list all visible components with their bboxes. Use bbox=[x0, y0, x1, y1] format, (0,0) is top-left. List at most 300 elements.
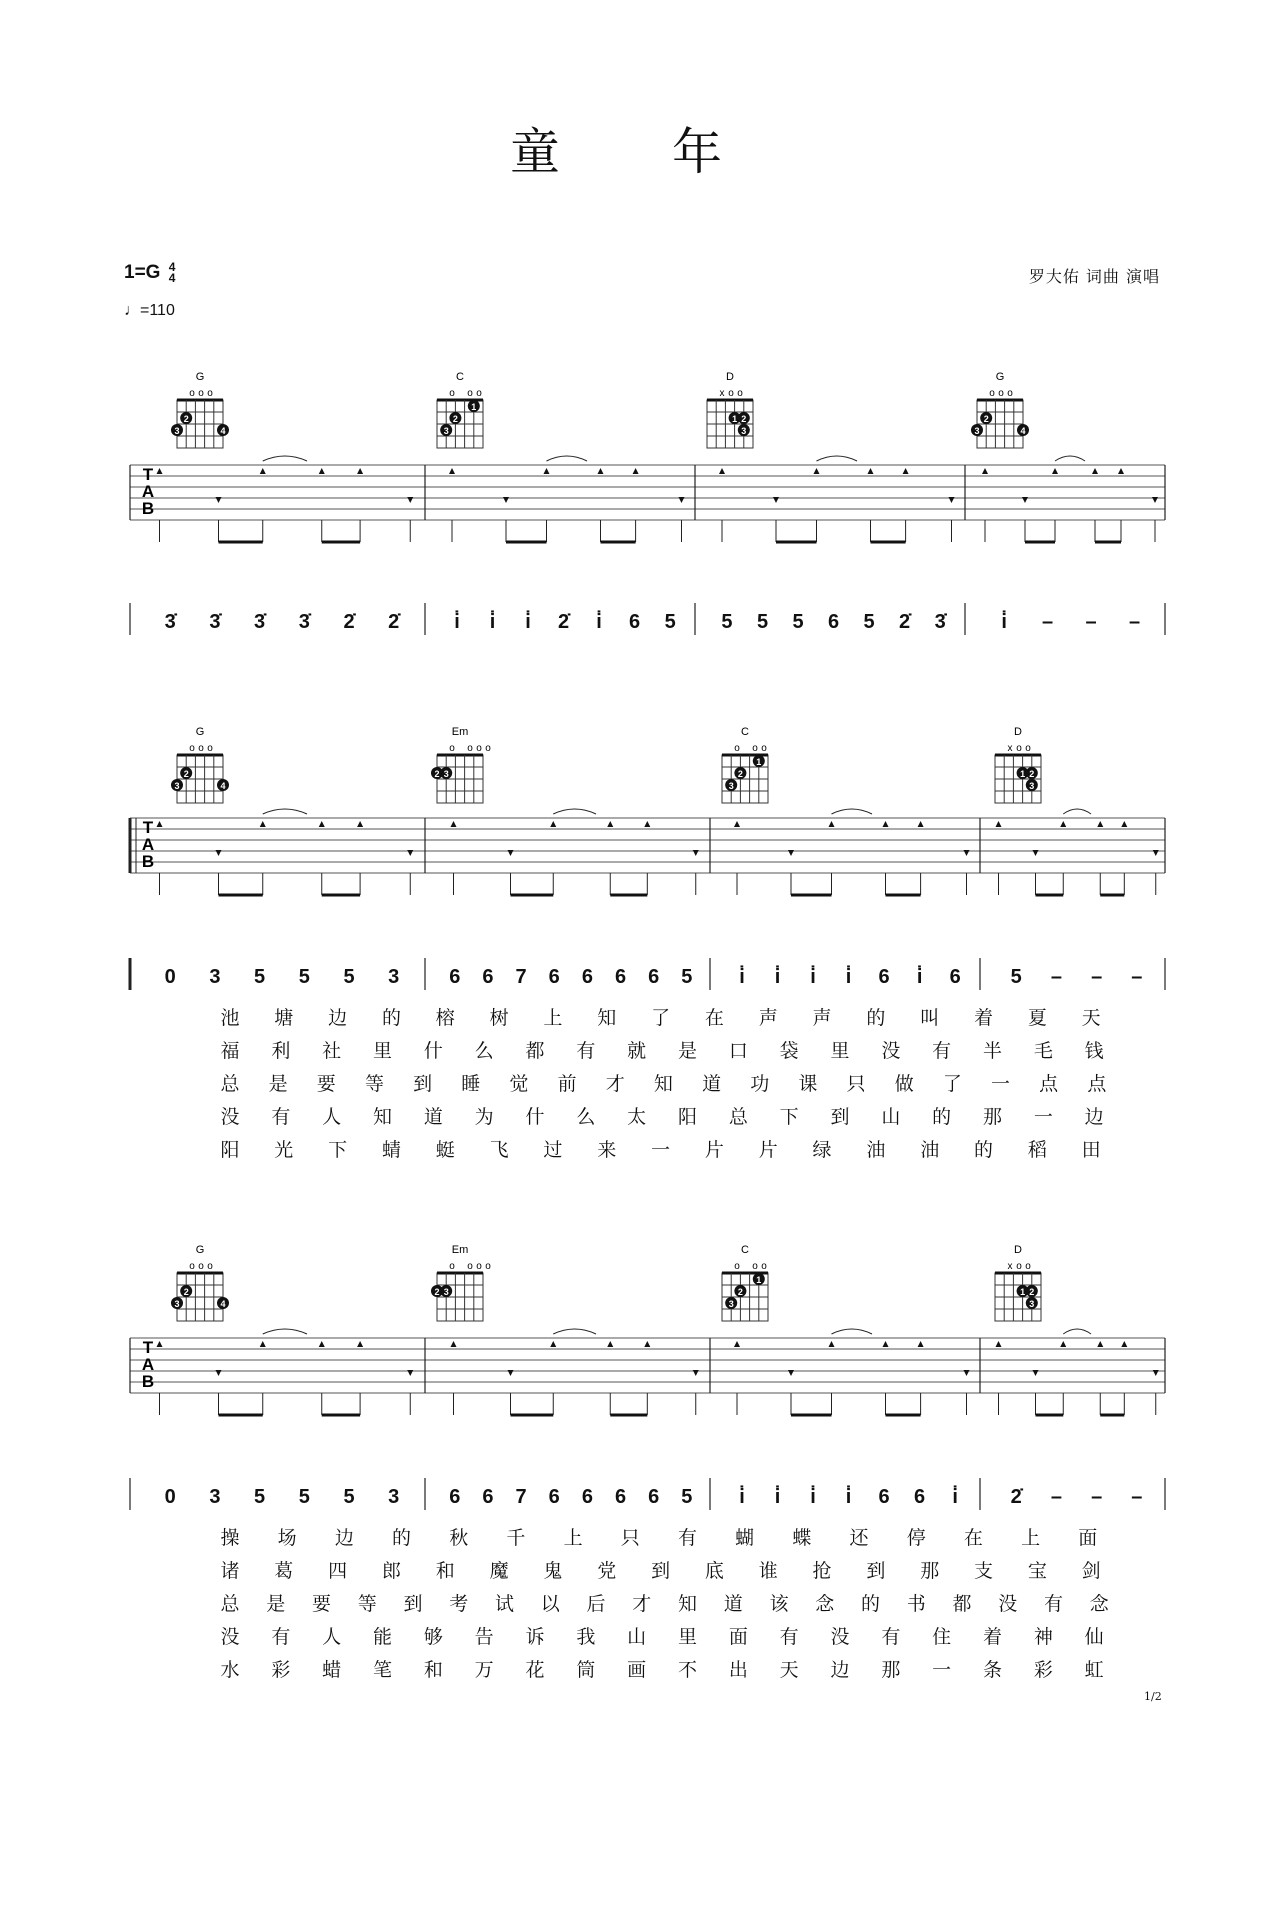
lyric-char: 人 bbox=[322, 1106, 342, 1128]
finger-number: 1 bbox=[1020, 1287, 1026, 1297]
lyric-char: 功 bbox=[750, 1073, 770, 1095]
lyric-char: 底 bbox=[704, 1560, 724, 1582]
lyric-char: 有 bbox=[271, 1626, 291, 1648]
finger-number: 2 bbox=[983, 414, 989, 424]
jianpu-note: 6 bbox=[449, 1486, 461, 1508]
strum-arrow bbox=[1153, 1370, 1159, 1376]
finger-number: 2 bbox=[452, 414, 458, 424]
lyric-char: 边 bbox=[1084, 1106, 1104, 1128]
finger-number: 3 bbox=[174, 781, 180, 791]
strum-arrow bbox=[508, 850, 514, 856]
muted-string-icon: x bbox=[1007, 743, 1013, 754]
strum-arrow bbox=[814, 468, 820, 474]
strum-arrow bbox=[693, 850, 699, 856]
strum-arrow bbox=[550, 1341, 556, 1347]
tab-letter: B bbox=[141, 1372, 155, 1391]
tie-arc bbox=[263, 456, 307, 461]
open-string-icon: o bbox=[1016, 1261, 1022, 1272]
lyric-char: 到 bbox=[413, 1073, 433, 1095]
lyric-char: 操 bbox=[220, 1527, 240, 1549]
lyric-char: 天 bbox=[1081, 1007, 1101, 1029]
time-signature: 4 4 bbox=[168, 260, 176, 285]
finger-number: 2 bbox=[737, 769, 743, 779]
lyric-char: 袋 bbox=[779, 1040, 799, 1062]
open-string-icon: o bbox=[728, 388, 734, 399]
jianpu-note: 2̇ bbox=[899, 611, 911, 633]
tab-letter: A bbox=[141, 1355, 155, 1374]
lyric-char: 的 bbox=[932, 1106, 952, 1128]
jianpu-note: i̇ bbox=[810, 1486, 816, 1508]
key-label: 1=G bbox=[124, 262, 161, 284]
finger-number: 1 bbox=[471, 402, 477, 412]
lyric-char: 没 bbox=[220, 1106, 240, 1128]
strum-arrow bbox=[734, 821, 740, 827]
lyric-char: 有 bbox=[881, 1626, 901, 1648]
lyric-char: 条 bbox=[982, 1659, 1003, 1681]
open-string-icon: o bbox=[189, 388, 195, 399]
jianpu-note: i̇ bbox=[739, 1486, 745, 1508]
strum-arrow bbox=[407, 497, 413, 503]
jianpu-note: 6 bbox=[914, 1486, 926, 1508]
lyric-char: 口 bbox=[728, 1040, 748, 1062]
lyric-char: 知 bbox=[653, 1073, 673, 1095]
lyric-char: 剑 bbox=[1081, 1560, 1101, 1582]
open-string-icon: o bbox=[1016, 743, 1022, 754]
open-string-icon: o bbox=[198, 743, 204, 754]
lyric-char: 声 bbox=[758, 1007, 778, 1029]
finger-number: 3 bbox=[174, 426, 180, 436]
jianpu-note: 2̇ bbox=[557, 611, 570, 633]
open-string-icon: o bbox=[761, 1261, 767, 1272]
jianpu-note: 5 bbox=[1010, 966, 1022, 988]
lyric-char: 才 bbox=[605, 1073, 625, 1095]
strum-arrow bbox=[1097, 1341, 1103, 1347]
jianpu-note: i̇ bbox=[739, 966, 745, 988]
strum-arrow bbox=[451, 1341, 457, 1347]
jianpu-note: 5 bbox=[298, 966, 310, 988]
strum-arrow bbox=[319, 468, 325, 474]
lyric-char: 上 bbox=[563, 1527, 583, 1549]
strum-arrow bbox=[1060, 1341, 1066, 1347]
strum-arrow bbox=[1097, 821, 1103, 827]
lyric-char: 就 bbox=[627, 1040, 647, 1062]
lyric-char: 一 bbox=[1033, 1106, 1053, 1128]
strum-arrow bbox=[1052, 468, 1058, 474]
lyric-char: 能 bbox=[372, 1626, 393, 1648]
lyric-char: 夏 bbox=[1027, 1007, 1047, 1029]
jianpu-note: 5 bbox=[681, 966, 693, 988]
strum-arrow bbox=[1121, 1341, 1127, 1347]
strum-arrow bbox=[260, 468, 266, 474]
tie-arc bbox=[553, 1329, 596, 1334]
finger-number: 1 bbox=[756, 1275, 762, 1285]
lyric-char: 福 bbox=[220, 1040, 240, 1062]
lyric-char: 树 bbox=[489, 1007, 509, 1029]
lyric-char: 边 bbox=[830, 1659, 850, 1681]
strum-arrow bbox=[1033, 850, 1039, 856]
tab-letter: T bbox=[142, 818, 154, 837]
strum-arrow bbox=[949, 497, 955, 503]
lyric-char: 什 bbox=[525, 1106, 545, 1128]
chord-name: D bbox=[726, 371, 734, 383]
lyric-char: 稻 bbox=[1027, 1139, 1047, 1161]
strum-arrow bbox=[357, 468, 363, 474]
strum-arrow bbox=[996, 1341, 1002, 1347]
jianpu-note: – bbox=[1131, 1486, 1143, 1508]
lyric-char: 蜓 bbox=[435, 1139, 455, 1161]
jianpu-note: 5 bbox=[792, 611, 804, 633]
tie-arc bbox=[832, 809, 873, 814]
strum-arrow bbox=[216, 497, 222, 503]
open-string-icon: o bbox=[737, 388, 743, 399]
open-string-icon: o bbox=[485, 743, 491, 754]
lyric-char: 油 bbox=[866, 1139, 886, 1161]
jianpu-note: 6 bbox=[482, 1486, 494, 1508]
lyric-char: 抢 bbox=[812, 1560, 832, 1582]
tab-letter: T bbox=[142, 1338, 154, 1357]
lyric-char: 做 bbox=[894, 1073, 914, 1095]
page-number: 1/2 bbox=[1144, 1690, 1162, 1703]
strum-arrow bbox=[644, 1341, 650, 1347]
lyric-char: 下 bbox=[779, 1106, 799, 1128]
lyric-char: 仙 bbox=[1084, 1626, 1104, 1648]
lyric-char: 一 bbox=[651, 1139, 671, 1161]
tab-letter: T bbox=[142, 465, 154, 484]
lyric-char: 知 bbox=[597, 1007, 617, 1029]
strum-arrow bbox=[633, 468, 639, 474]
jianpu-note: 3 bbox=[209, 966, 221, 988]
jianpu-note: i̇ bbox=[525, 611, 531, 633]
jianpu-note: 3 bbox=[209, 1486, 221, 1508]
chord-name: D bbox=[1014, 726, 1022, 738]
lyric-char: 我 bbox=[576, 1626, 596, 1648]
tie-arc bbox=[263, 1329, 307, 1334]
strum-arrow bbox=[319, 1341, 325, 1347]
finger-number: 3 bbox=[443, 1287, 449, 1297]
jianpu-note: 6 bbox=[548, 966, 560, 988]
lyric-char: 榕 bbox=[435, 1007, 455, 1029]
open-string-icon: o bbox=[198, 1261, 204, 1272]
jianpu-note: 0 bbox=[164, 1486, 176, 1508]
finger-number: 1 bbox=[756, 757, 762, 767]
tie-arc bbox=[817, 456, 858, 461]
finger-number: 4 bbox=[220, 426, 226, 436]
lyric-char: 叫 bbox=[920, 1007, 940, 1029]
strum-arrow bbox=[964, 1370, 970, 1376]
jianpu-note: i̇ bbox=[489, 611, 496, 633]
tie-arc bbox=[832, 1329, 873, 1334]
lyric-char: 知 bbox=[372, 1106, 393, 1128]
lyric-char: 油 bbox=[920, 1139, 940, 1161]
lyric-char: 着 bbox=[974, 1007, 994, 1029]
strum-arrow bbox=[1022, 497, 1028, 503]
jianpu-note: – bbox=[1042, 611, 1054, 633]
finger-number: 4 bbox=[220, 1299, 226, 1309]
strum-arrow bbox=[644, 821, 650, 827]
lyric-char: 等 bbox=[357, 1593, 377, 1615]
lyric-char: 一 bbox=[991, 1073, 1011, 1095]
finger-number: 3 bbox=[443, 426, 449, 436]
lyric-char: 诉 bbox=[525, 1626, 545, 1648]
lyric-char: 光 bbox=[274, 1139, 294, 1161]
lyric-char: 才 bbox=[632, 1593, 652, 1615]
finger-number: 3 bbox=[1029, 781, 1035, 791]
finger-number: 2 bbox=[741, 414, 747, 424]
jianpu-note: i̇ bbox=[810, 966, 816, 988]
strum-arrow bbox=[918, 821, 924, 827]
jianpu-note: i̇ bbox=[845, 1486, 852, 1508]
finger-number: 4 bbox=[1020, 426, 1026, 436]
lyric-char: 要 bbox=[311, 1593, 332, 1615]
strum-arrow bbox=[982, 468, 988, 474]
lyric-char: 蝴 bbox=[735, 1527, 755, 1549]
jianpu-note: i̇ bbox=[952, 1486, 958, 1508]
lyric-char: 到 bbox=[651, 1560, 671, 1582]
finger-number: 4 bbox=[220, 781, 226, 791]
open-string-icon: o bbox=[467, 388, 473, 399]
jianpu-note: i̇ bbox=[774, 1486, 781, 1508]
lyric-char: 是 bbox=[677, 1040, 698, 1062]
chord-name: G bbox=[195, 371, 205, 383]
lyric-char: 那 bbox=[920, 1560, 940, 1582]
tab-letter: B bbox=[141, 852, 155, 871]
lyric-char: 半 bbox=[982, 1040, 1003, 1062]
open-string-icon: o bbox=[761, 743, 767, 754]
finger-number: 2 bbox=[1029, 769, 1035, 779]
finger-number: 3 bbox=[728, 1299, 734, 1309]
lyric-char: 魔 bbox=[489, 1560, 509, 1582]
lyric-char: 没 bbox=[998, 1593, 1018, 1615]
chord-name: C bbox=[741, 726, 749, 738]
jianpu-note: 5 bbox=[343, 1486, 355, 1508]
lyric-char: 利 bbox=[271, 1040, 291, 1062]
lyric-char: 睡 bbox=[461, 1073, 481, 1095]
open-string-icon: o bbox=[734, 743, 740, 754]
finger-number: 3 bbox=[1029, 1299, 1035, 1309]
lyric-char: 总 bbox=[220, 1593, 240, 1615]
strum-arrow bbox=[598, 468, 604, 474]
lyric-char: 道 bbox=[723, 1593, 743, 1615]
lyric-char: 总 bbox=[728, 1106, 748, 1128]
jianpu-note: 6 bbox=[878, 1486, 890, 1508]
strum-arrow bbox=[216, 1370, 222, 1376]
lyric-char: 的 bbox=[381, 1007, 401, 1029]
strum-arrow bbox=[451, 821, 457, 827]
lyric-char: 蜡 bbox=[322, 1659, 342, 1681]
lyric-char: 彩 bbox=[1033, 1659, 1053, 1681]
lyric-char: 绿 bbox=[812, 1139, 832, 1161]
lyric-char: 总 bbox=[220, 1073, 240, 1095]
lyric-char: 念 bbox=[1089, 1593, 1109, 1615]
lyric-char: 课 bbox=[798, 1073, 818, 1095]
lyric-char: 没 bbox=[220, 1626, 240, 1648]
lyric-char: 蝶 bbox=[792, 1527, 812, 1549]
lyric-char: 人 bbox=[322, 1626, 342, 1648]
lyric-char: 彩 bbox=[271, 1659, 291, 1681]
open-string-icon: o bbox=[1025, 1261, 1031, 1272]
jianpu-note: 6 bbox=[581, 966, 593, 988]
tempo-value: =110 bbox=[140, 302, 175, 319]
jianpu-note: 5 bbox=[254, 1486, 266, 1508]
lyric-char: 么 bbox=[474, 1040, 494, 1062]
finger-number: 2 bbox=[1029, 1287, 1035, 1297]
open-string-icon: o bbox=[1007, 388, 1013, 399]
lyric-char: 飞 bbox=[489, 1139, 509, 1161]
jianpu-note: – bbox=[1085, 611, 1097, 633]
lyric-char: 了 bbox=[942, 1073, 962, 1095]
open-string-icon: o bbox=[752, 1261, 758, 1272]
jianpu-note: – bbox=[1091, 1486, 1103, 1508]
lyric-char: 四 bbox=[328, 1560, 348, 1582]
strum-arrow bbox=[544, 468, 550, 474]
jianpu-note: 6 bbox=[827, 611, 840, 633]
chord-name: G bbox=[195, 1244, 205, 1256]
lyric-char: 里 bbox=[677, 1626, 698, 1648]
credit-line: 罗大佑 词曲 演唱 bbox=[1028, 267, 1160, 286]
jianpu-note: 6 bbox=[878, 966, 890, 988]
strum-arrow bbox=[788, 1370, 794, 1376]
strum-arrow bbox=[903, 468, 909, 474]
strum-arrow bbox=[157, 468, 163, 474]
strum-arrow bbox=[679, 497, 685, 503]
tab-letter: B bbox=[141, 499, 155, 518]
lyric-char: 天 bbox=[779, 1659, 799, 1681]
lyric-char: 虹 bbox=[1084, 1659, 1104, 1681]
jianpu-note: 5 bbox=[681, 1486, 693, 1508]
chord-name: Em bbox=[451, 726, 469, 738]
lyric-char: 万 bbox=[474, 1659, 494, 1681]
open-string-icon: o bbox=[189, 743, 195, 754]
jianpu-note: 5 bbox=[254, 966, 266, 988]
strum-arrow bbox=[829, 821, 835, 827]
lyric-char: 么 bbox=[576, 1106, 596, 1128]
quarter-note-icon: ♩ bbox=[124, 302, 140, 319]
lyric-char: 党 bbox=[597, 1560, 617, 1582]
lyric-char: 蜻 bbox=[381, 1139, 401, 1161]
jianpu-note: 3̇ bbox=[164, 611, 176, 633]
lyric-char: 山 bbox=[881, 1106, 901, 1128]
strum-arrow bbox=[157, 821, 163, 827]
lyric-char: 还 bbox=[849, 1527, 869, 1549]
lyric-char: 上 bbox=[1021, 1527, 1041, 1549]
lyric-char: 告 bbox=[474, 1626, 494, 1648]
chord-name: G bbox=[995, 371, 1005, 383]
lyric-char: 那 bbox=[982, 1106, 1003, 1128]
lyric-char: 有 bbox=[779, 1626, 799, 1648]
lyric-char: 道 bbox=[423, 1106, 443, 1128]
tie-arc bbox=[1063, 1329, 1091, 1334]
lyric-char: 后 bbox=[586, 1593, 606, 1615]
jianpu-note: – bbox=[1131, 966, 1143, 988]
muted-string-icon: x bbox=[1007, 1261, 1013, 1272]
lyric-char: 片 bbox=[758, 1139, 778, 1161]
finger-number: 3 bbox=[974, 426, 980, 436]
open-string-icon: o bbox=[1025, 743, 1031, 754]
lyric-char: 到 bbox=[866, 1560, 886, 1582]
jianpu-note: 5 bbox=[343, 966, 355, 988]
jianpu-note: 5 bbox=[298, 1486, 310, 1508]
finger-number: 3 bbox=[728, 781, 734, 791]
lyric-char: 出 bbox=[728, 1659, 748, 1681]
lyric-char: 水 bbox=[220, 1659, 240, 1681]
lyric-char: 点 bbox=[1087, 1073, 1107, 1095]
lyric-char: 的 bbox=[974, 1139, 994, 1161]
lyric-char: 不 bbox=[677, 1659, 698, 1681]
strum-arrow bbox=[157, 1341, 163, 1347]
strum-arrow bbox=[693, 1370, 699, 1376]
open-string-icon: o bbox=[207, 388, 213, 399]
jianpu-note: 6 bbox=[482, 966, 494, 988]
lyric-char: 有 bbox=[932, 1040, 952, 1062]
jianpu-note: 5 bbox=[863, 611, 875, 633]
lyric-char: 社 bbox=[322, 1040, 342, 1062]
jianpu-note: 0 bbox=[164, 966, 176, 988]
lyric-char: 场 bbox=[277, 1527, 297, 1549]
jianpu-note: 3̇ bbox=[298, 611, 310, 633]
jianpu-note: 2̇ bbox=[343, 611, 355, 633]
lyric-char: 面 bbox=[1078, 1527, 1098, 1549]
lyric-char: 宝 bbox=[1027, 1560, 1047, 1582]
lyric-char: 葛 bbox=[274, 1560, 294, 1582]
tie-arc bbox=[1063, 809, 1091, 814]
finger-number: 1 bbox=[732, 414, 738, 424]
lyric-char: 等 bbox=[364, 1073, 384, 1095]
open-string-icon: o bbox=[207, 1261, 213, 1272]
strum-arrow bbox=[964, 850, 970, 856]
strum-arrow bbox=[1118, 468, 1124, 474]
lyric-char: 阳 bbox=[677, 1106, 698, 1128]
lyric-char: 点 bbox=[1039, 1073, 1059, 1095]
open-string-icon: o bbox=[467, 1261, 473, 1272]
jianpu-note: 3̇ bbox=[934, 611, 946, 633]
open-string-icon: o bbox=[476, 1261, 482, 1272]
chord-name: G bbox=[195, 726, 205, 738]
strum-arrow bbox=[1092, 468, 1098, 474]
strum-arrow bbox=[1152, 497, 1158, 503]
lyric-char: 没 bbox=[881, 1040, 901, 1062]
lyric-char: 什 bbox=[423, 1040, 443, 1062]
strum-arrow bbox=[319, 821, 325, 827]
tab-letter: A bbox=[141, 482, 155, 501]
lyric-char: 千 bbox=[506, 1527, 526, 1549]
jianpu-note: 3 bbox=[388, 966, 400, 988]
finger-number: 2 bbox=[434, 769, 440, 779]
finger-number: 3 bbox=[741, 426, 747, 436]
lyric-char: 神 bbox=[1033, 1626, 1053, 1648]
open-string-icon: o bbox=[476, 388, 482, 399]
jianpu-note: 3 bbox=[388, 1486, 400, 1508]
strum-arrow bbox=[788, 850, 794, 856]
lyric-char: 到 bbox=[830, 1106, 850, 1128]
strum-arrow bbox=[719, 468, 725, 474]
chord-name: D bbox=[1014, 1244, 1022, 1256]
lyric-char: 画 bbox=[627, 1659, 647, 1681]
strum-arrow bbox=[407, 850, 413, 856]
jianpu-note: 7 bbox=[515, 1486, 527, 1508]
lyric-char: 到 bbox=[403, 1593, 423, 1615]
lyric-char: 道 bbox=[702, 1073, 722, 1095]
lyric-char: 鬼 bbox=[543, 1560, 563, 1582]
finger-number: 2 bbox=[434, 1287, 440, 1297]
chord-name: C bbox=[456, 371, 464, 383]
lyric-char: 为 bbox=[474, 1106, 494, 1128]
finger-number: 3 bbox=[443, 769, 449, 779]
lyric-char: 那 bbox=[881, 1659, 901, 1681]
lyric-char: 钱 bbox=[1084, 1040, 1104, 1062]
lyric-char: 都 bbox=[525, 1040, 545, 1062]
lyric-char: 有 bbox=[271, 1106, 291, 1128]
jianpu-note: 6 bbox=[449, 966, 461, 988]
